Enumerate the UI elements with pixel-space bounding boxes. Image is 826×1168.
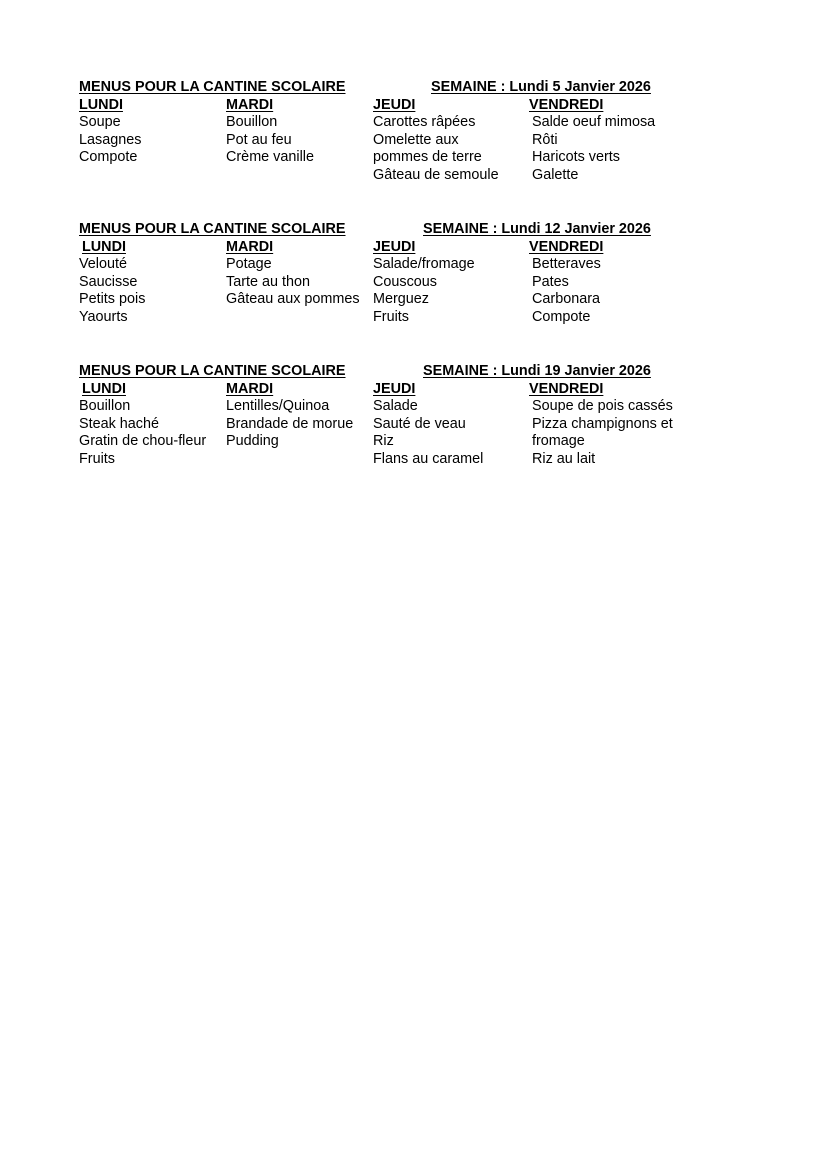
day-header-mardi: MARDI [226, 96, 274, 113]
menu-item: Haricots verts [532, 149, 620, 165]
week-date: SEMAINE : Lundi 12 Janvier 2026 [423, 221, 651, 237]
menu-item: Gâteau aux pommes [226, 291, 360, 307]
menu-item: Yaourts [79, 308, 128, 325]
week-2-menu [0, 221, 826, 341]
menu-item: Salade [373, 398, 418, 414]
menu-item: Compote [532, 308, 591, 325]
week-date: SEMAINE : Lundi 5 Janvier 2026 [431, 79, 651, 95]
menu-item: Rôti [532, 131, 558, 148]
menu-item: Petits pois [79, 291, 146, 307]
menu-item: Salade/fromage [373, 256, 475, 272]
menu-item: Soupe de pois cassés [532, 398, 673, 414]
menu-item: Pot au feu [226, 131, 292, 148]
menu-item: Merguez [373, 291, 429, 307]
menu-item: pommes de terre [373, 149, 482, 165]
menu-item: Gâteau de semoule [373, 166, 499, 183]
menu-item: Velouté [79, 256, 128, 272]
menu-item: Salde oeuf mimosa [532, 114, 656, 130]
menu-item: Omelette aux [373, 131, 459, 148]
menu-item: Fruits [79, 450, 115, 467]
week-1-menu [0, 79, 826, 199]
menu-item: Crème vanille [226, 149, 314, 165]
menu-item: Compote [79, 149, 138, 165]
menu-title: MENUS POUR LA CANTINE SCOLAIRE [79, 221, 346, 237]
menu-item: fromage [532, 433, 585, 449]
day-header-lundi: LUNDI [82, 380, 126, 397]
day-header-vendredi: VENDREDI [529, 238, 604, 255]
menu-item: Potage [226, 256, 272, 272]
menu-item: Lentilles/Quinoa [226, 398, 330, 414]
day-header-jeudi: JEUDI [373, 238, 416, 255]
menu-item: Carbonara [532, 291, 600, 307]
menu-title: MENUS POUR LA CANTINE SCOLAIRE [79, 363, 346, 379]
menu-item: Betteraves [532, 256, 601, 272]
day-header-mardi: MARDI [226, 238, 274, 255]
menu-item: Gratin de chou-fleur [79, 433, 207, 449]
menu-item: Carottes râpées [373, 114, 476, 130]
menu-item: Soupe [79, 114, 121, 130]
menu-item: Sauté de veau [373, 415, 466, 432]
week-date: SEMAINE : Lundi 19 Janvier 2026 [423, 363, 651, 379]
menu-item: Steak haché [79, 415, 160, 432]
menu-item: Brandade de morue [226, 415, 354, 432]
day-header-jeudi: JEUDI [373, 380, 416, 397]
day-header-lundi: LUNDI [79, 96, 123, 113]
day-header-vendredi: VENDREDI [529, 96, 604, 113]
menu-item: Saucisse [79, 273, 138, 290]
menu-item: Fruits [373, 308, 409, 325]
week-3-menu [0, 363, 826, 483]
menu-item: Bouillon [79, 398, 131, 414]
menu-item: Lasagnes [79, 131, 142, 148]
day-header-jeudi: JEUDI [373, 96, 416, 113]
menu-item: Riz au lait [532, 450, 596, 467]
menu-item: Galette [532, 166, 579, 183]
day-header-mardi: MARDI [226, 380, 274, 397]
day-header-vendredi: VENDREDI [529, 380, 604, 397]
menu-item: Tarte au thon [226, 273, 311, 290]
menu-item: Flans au caramel [373, 450, 484, 467]
day-header-lundi: LUNDI [82, 238, 126, 255]
menu-title: MENUS POUR LA CANTINE SCOLAIRE [79, 79, 346, 95]
menu-item: Pudding [226, 433, 279, 449]
menu-item: Bouillon [226, 114, 278, 130]
menu-item: Pates [532, 273, 569, 290]
menu-item: Couscous [373, 273, 437, 290]
menu-item: Pizza champignons et [532, 415, 673, 432]
menu-item: Riz [373, 433, 394, 449]
